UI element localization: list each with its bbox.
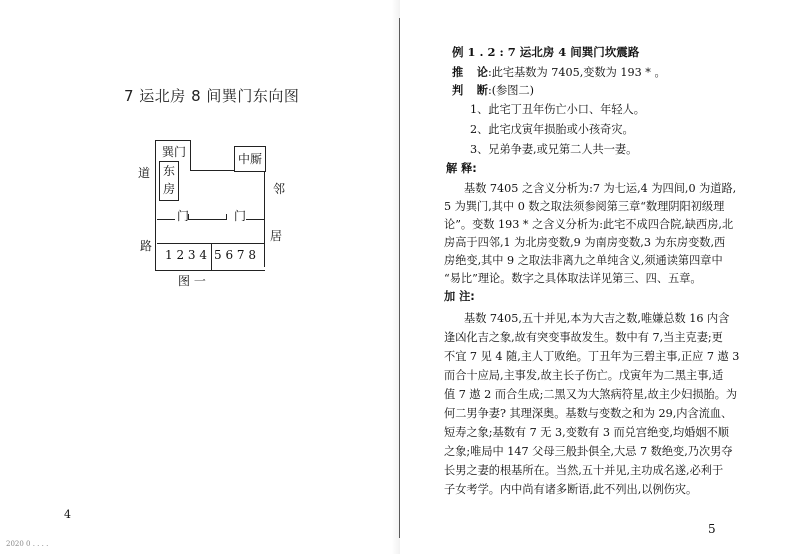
road-label-bottom: 路 <box>140 239 153 253</box>
tuilun-row <box>452 64 666 80</box>
room-divider <box>211 243 212 270</box>
road-label-top: 道 <box>138 166 151 180</box>
east-room-char-2: 房 <box>162 182 175 196</box>
jiazhu-line: 之象;唯局中 147 父母三般卦俱全,大忌 7 数绝变,乃次男夺 <box>444 445 733 458</box>
jiazhu-line: 短寿之象;基数有 7 无 3,变数有 3 而兑宫绝变,均婚姻不顺 <box>444 426 729 439</box>
frame-bottom-line <box>155 270 265 271</box>
east-room-box <box>159 161 179 201</box>
jieshi-line: “易比”理论。数字之具体取法详见第三、四、五章。 <box>444 272 702 285</box>
door-label-left: 门 <box>177 209 190 223</box>
jieshi-label: 解 释: <box>446 162 477 175</box>
inner-wall-right <box>246 219 264 220</box>
panduan-label: 判 <box>452 84 464 97</box>
jiazhu-line: 值 7 遨 2 而合生成;二黑又为大煞病符星,故主少妇损胎。为 <box>444 388 738 401</box>
judgment-item: 2、此宅戊寅年损胎或小孩奇灾。 <box>470 123 634 136</box>
jieshi-line: 论”。变数 193 * 之含义分析为:此宅不成四合院,缺西房,北 <box>444 218 734 231</box>
gate-line-side <box>190 140 191 170</box>
jiazhu-line: 子女考学。内中尚有诸多断语,此不列出,以例伤灾。 <box>444 483 698 496</box>
room-numbers-right: 5 6 7 8 <box>214 248 256 262</box>
room-row-line <box>157 243 264 244</box>
jiazhu-label: 加 注: <box>444 290 475 303</box>
inner-tick-2 <box>226 214 227 220</box>
figure-caption: 图 一 <box>178 274 206 288</box>
kitchen-box: 中厮 <box>234 146 266 172</box>
inner-wall-mid <box>188 219 226 220</box>
frame-right-line <box>264 172 265 267</box>
jieshi-line: 房绝变,其中 9 之取法非离九之单纯含义,须通读第四章中 <box>444 254 723 267</box>
gate-label: 巽门 <box>162 145 187 159</box>
door-label-right: 门 <box>234 209 247 223</box>
right-page <box>400 0 793 554</box>
example-heading: 例 1 . 2 : 7 运北房 4 间巽门坎震路 <box>452 45 640 59</box>
page-number-left: 4 <box>64 508 71 521</box>
panduan-label-2: 断 <box>476 84 488 97</box>
footer-mark: 2020 0 . . . . <box>6 540 49 548</box>
page-number-right: 5 <box>708 522 716 536</box>
tuilun-text: :此宅基数为 7405,变数为 193 * 。 <box>487 66 666 79</box>
judgment-item: 3、兄弟争妻,或兄第二人共一妻。 <box>470 143 638 156</box>
jiazhu-line: 基数 7405,五十并见,本为大吉之数,唯嫌总数 16 内含 <box>464 312 730 325</box>
jiazhu-line: 逢凶化吉之象,故有突变事故发生。数中有 7,当主克妻;更 <box>444 331 723 344</box>
neighbor-label-top: 邻 <box>273 182 286 196</box>
neighbor-label-bottom: 居 <box>270 229 283 243</box>
frame-top-line <box>190 170 234 171</box>
jieshi-line: 房高于四邻,1 为北房变数,9 为南房变数,3 为东房变数,西 <box>444 236 726 249</box>
jiazhu-line: 长男之妻的根基所在。当然,五十并见,主功成名遂,必利于 <box>444 464 724 477</box>
panduan-text: :(参图二) <box>487 84 535 97</box>
east-room-char-1: 东 <box>162 164 175 178</box>
jiazhu-line: 而合十应局,主事发,故主长子伤亡。戊寅年为二黑主事,适 <box>444 369 724 382</box>
jiazhu-line: 何二男争妻? 其理深奥。基数与变数之和为 29,内含流血、 <box>444 407 733 420</box>
frame-left-line <box>155 140 156 270</box>
tuilun-label: 推 <box>452 66 464 79</box>
inner-wall-left <box>157 219 175 220</box>
jieshi-line: 5 为巽门,其中 0 数之取法须参阅第三章“数理阴阳初级理 <box>444 200 725 213</box>
jiazhu-line: 不宜 7 见 4 随,主人丁败绝。丁丑年为三碧主事,正应 7 遨 3 <box>444 350 740 363</box>
tuilun-label-2: 论 <box>476 66 488 79</box>
panduan-row <box>452 82 534 98</box>
room-numbers-left: 1 2 3 4 <box>165 248 207 262</box>
gate-line-top <box>155 140 191 141</box>
figure-title: 7 运北房 8 间巽门东向图 <box>124 87 300 105</box>
jieshi-line: 基数 7405 之含义分析为:7 为七运,4 为四间,0 为道路, <box>464 182 737 195</box>
judgment-item: 1、此宅丁丑年伤亡小口、年轻人。 <box>470 103 645 116</box>
